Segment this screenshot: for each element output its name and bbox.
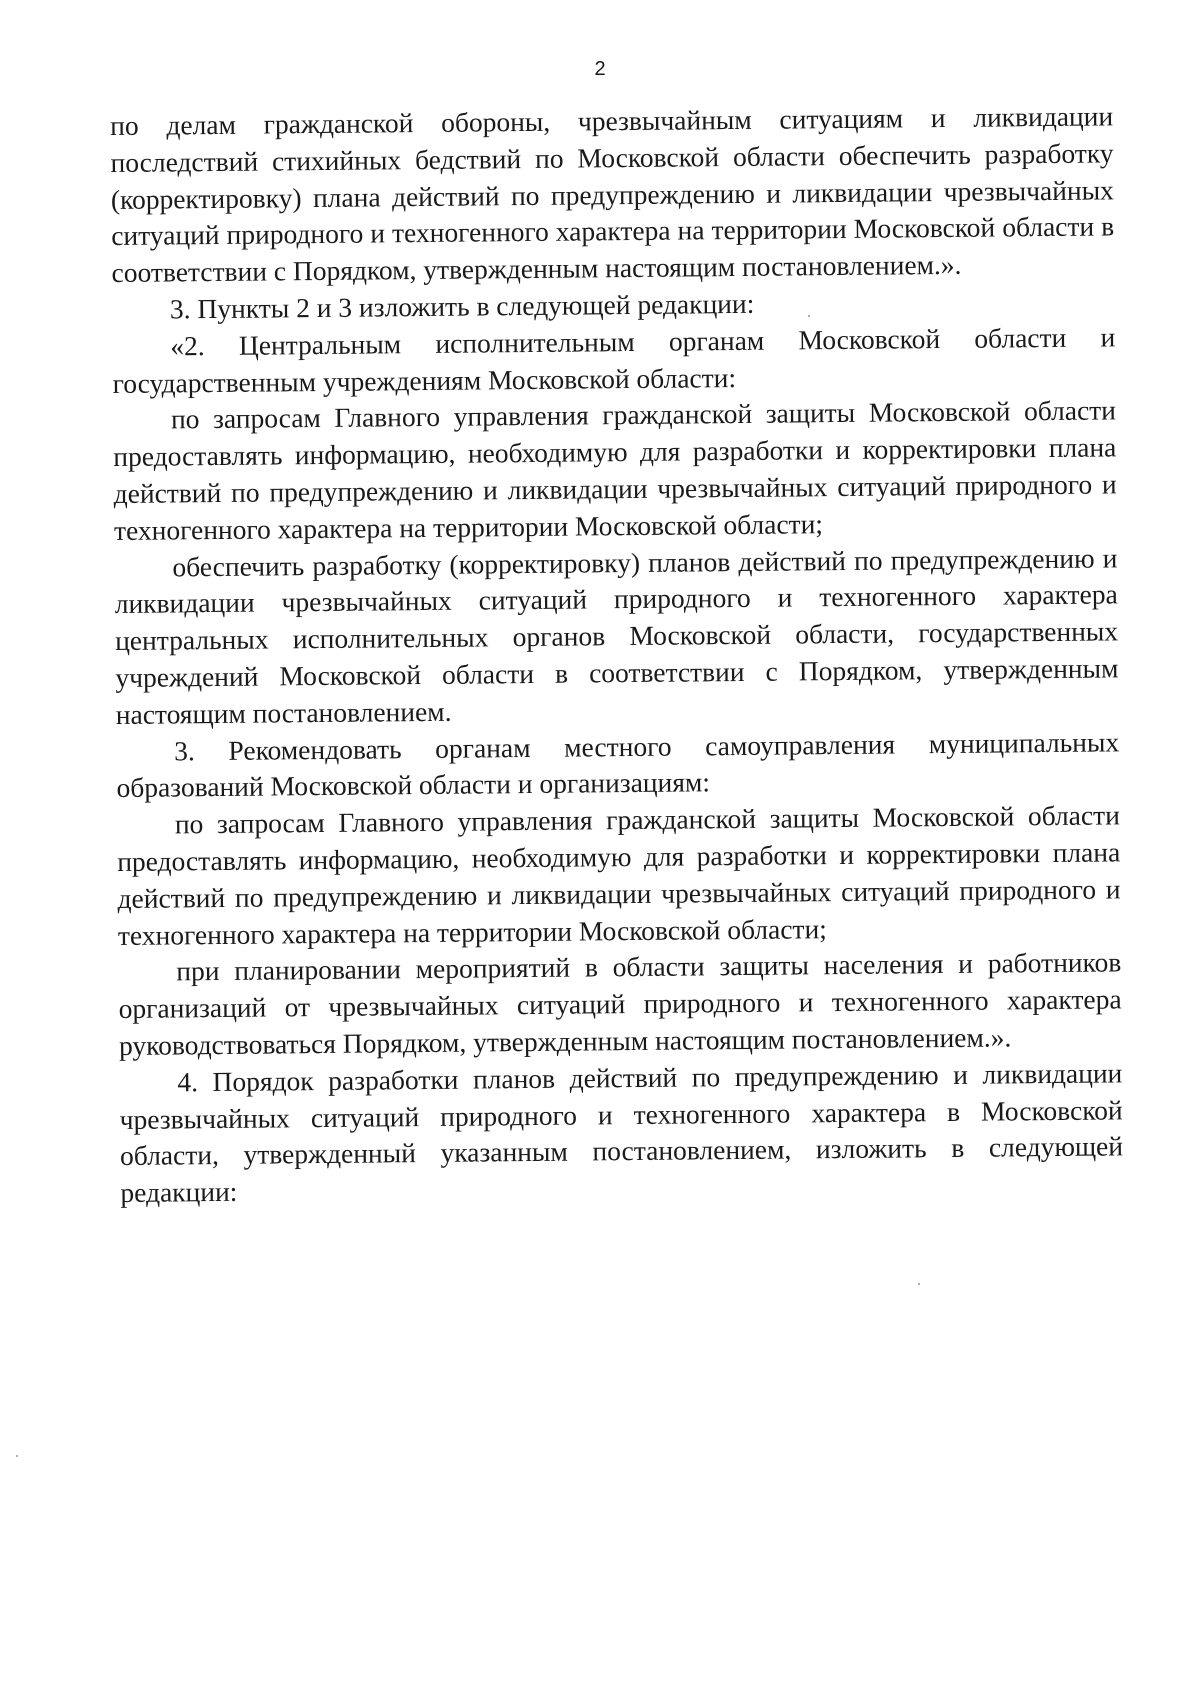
scan-speck	[16, 1455, 18, 1457]
paragraph-8: при планировании мероприятий в области защиты населения и работников организаций от чрезвычайных ситуаций природного и техногенного характера руководствоваться Порядком, утвержденным настоящим постановлением.».	[118, 946, 1122, 1061]
page-number: 2	[594, 58, 606, 80]
scan-speck	[918, 1283, 920, 1285]
paragraph-4: по запросам Главного управления гражданской защиты Московской области предоставлять информацию, необходимую для разработки и корректировки плана действий по предупреждению и ликвидации чрезвычайных ситуаций природного и техногенного характера на территории Московской области;	[113, 394, 1117, 546]
paragraph-7: по запросам Главного управления гражданской защиты Московской области предоставлять информацию, необходимую для разработки и корректировки плана действий по предупреждению и ликвидации чрезвычайных ситуаций природного и техногенного характера на территории Московской области;	[117, 799, 1121, 951]
document-body	[110, 98, 1124, 1211]
paragraph-6: 3. Рекомендовать органам местного самоуправления муниципальных образований Московской области и организациям:	[116, 725, 1120, 804]
paragraph-1: по делам гражданской обороны, чрезвычайным ситуациям и ликвидации последствий стихийных бедствий по Московской области обеспечить разработку (корректировку) плана действий по предупреждению и ликвидации чрезвычайных ситуаций природного и техногенного характера на территории Московской области в соответствии с Порядком, утвержденным настоящим постановлением.».	[110, 100, 1115, 289]
scan-speck	[808, 315, 810, 317]
paragraph-3: «2. Центральным исполнительным органам Московской области и государственным учреждениям Московской области:	[112, 321, 1116, 399]
paragraph-5: обеспечить разработку (корректировку) планов действий по предупреждению и ликвидации чрезвычайных ситуаций природного и техногенного характера центральных исполнительных органов Московской области, государственных учреждений Московской области в соответствии с Порядком, утвержденным настоящим постановлением.	[114, 541, 1119, 730]
paragraph-9: 4. Порядок разработки планов действий по предупреждению и ликвидации чрезвычайных ситуаций природного и техногенного характера в Московской области, утвержденный указанным постановлением, изложить в следующей редакции:	[119, 1057, 1124, 1209]
paragraph-2: 3. Пункты 2 и 3 изложить в следующей редакции:	[169, 287, 755, 325]
